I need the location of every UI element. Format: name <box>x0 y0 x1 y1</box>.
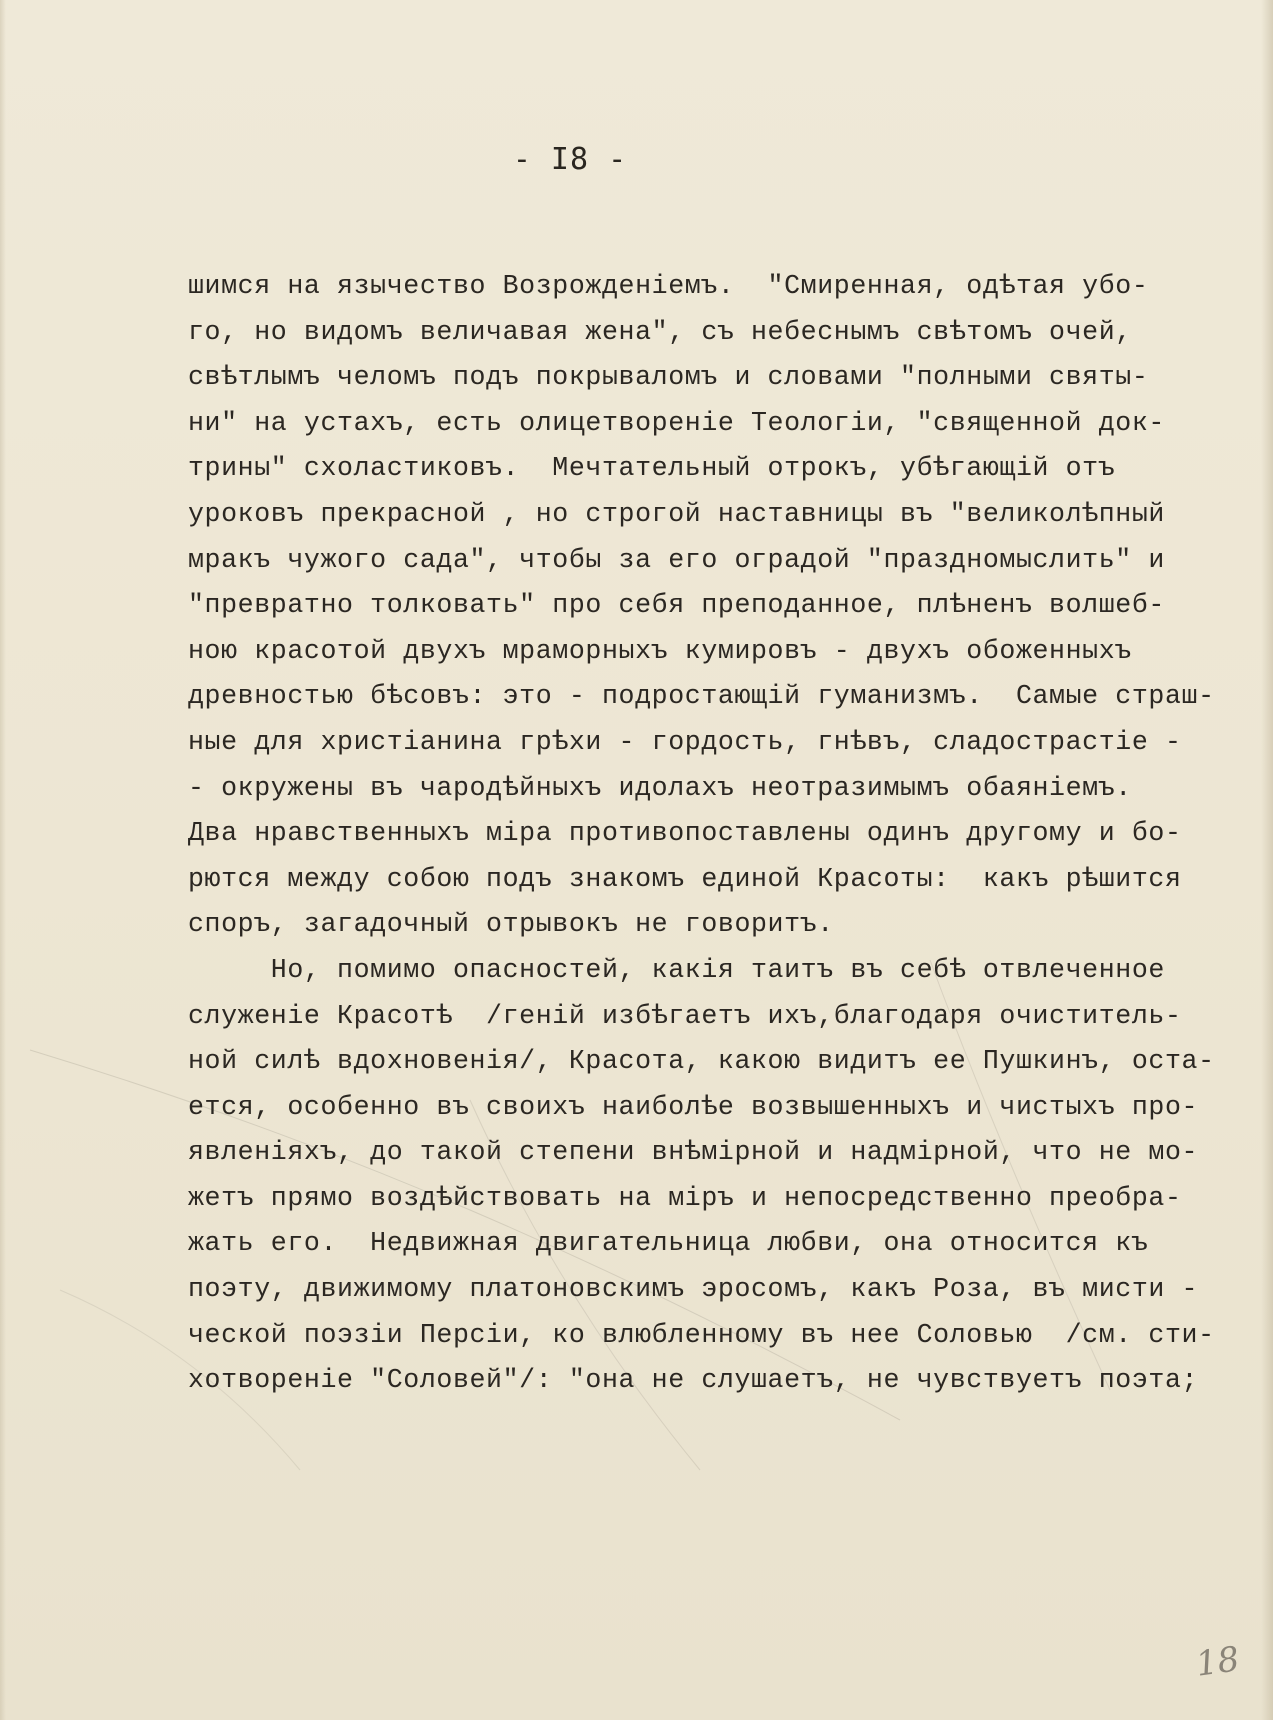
text-line: рются между собою подъ знакомъ единой Красоты: какъ рѣшится <box>188 863 1182 894</box>
typed-body-text <box>188 264 1218 1404</box>
text-line: свѣтлымъ челомъ подъ покрываломъ и словами "полными святы- <box>188 362 1149 393</box>
page-edge-shadow-left <box>0 0 6 1720</box>
page-edge-shadow-right <box>1261 0 1273 1720</box>
text-line: поэту, движимому платоновскимъ эросомъ, какъ Роза, въ мисти - <box>188 1274 1199 1305</box>
text-line: мракъ чужого сада", чтобы за его оградой "праздномыслить" и <box>188 544 1165 575</box>
text-line: ною красотой двухъ мраморныхъ кумировъ - двухъ обоженныхъ <box>188 635 1132 666</box>
text-line: шимся на язычество Возрожденіемъ. "Смиренная, одѣтая убо- <box>188 271 1149 301</box>
text-line: служеніе Красотѣ /геній избѣгаетъ ихъ,благодаря очиститель- <box>188 1000 1182 1031</box>
text-line: ни" на устахъ, есть олицетвореніе Теологіи, "священной док- <box>188 407 1165 438</box>
text-line: го, но видомъ величавая жена", съ небеснымъ свѣтомъ очей, <box>188 316 1132 347</box>
page-number: - I8 - <box>512 142 628 177</box>
text-line: Два нравственныхъ міра противопоставлены одинъ другому и бо- <box>188 818 1182 849</box>
text-line: ные для христіанина грѣхи - гордость, гнѣвъ, сладострастіе - <box>188 726 1182 757</box>
handwritten-page-mark: 18 <box>1193 1639 1242 1685</box>
text-line: ется, особенно въ своихъ наиболѣе возвышенныхъ и чистыхъ про- <box>188 1091 1199 1122</box>
text-line: трины" схоластиковъ. Мечтательный отрокъ, убѣгающій отъ <box>188 453 1116 484</box>
text-line: жетъ прямо воздѣйствовать на міръ и непосредственно преобра- <box>188 1182 1182 1213</box>
text-line: споръ, загадочный отрывокъ не говоритъ. <box>188 909 834 940</box>
text-line: Но, помимо опасностей, какія таитъ въ себѣ отвлеченное <box>188 954 1165 985</box>
text-line: жать его. Недвижная двигательница любви, она относится къ <box>188 1228 1149 1259</box>
text-line: - окружены въ чародѣйныхъ идолахъ неотразимымъ обаяніемъ. <box>188 772 1132 803</box>
text-line: явленіяхъ, до такой степени внѣмірной и надмірной, что не мо- <box>188 1137 1199 1168</box>
text-line: ческой поэзіи Персіи, ко влюбленному въ нее Соловью /см. сти- <box>188 1319 1215 1350</box>
text-line: уроковъ прекрасной , но строгой наставницы въ "великолѣпный <box>188 498 1165 529</box>
text-line: "превратно толковать" про себя преподанное, плѣненъ волшеб- <box>188 590 1165 621</box>
text-line: ной силѣ вдохновенія/, Красота, какою видитъ ее Пушкинъ, оста- <box>188 1046 1215 1077</box>
text-line: хотвореніе "Соловей"/: "она не слушаетъ, не чувствуетъ поэта; <box>188 1365 1199 1396</box>
text-line: древностью бѣсовъ: это - подростающій гуманизмъ. Самые страш- <box>188 681 1215 712</box>
